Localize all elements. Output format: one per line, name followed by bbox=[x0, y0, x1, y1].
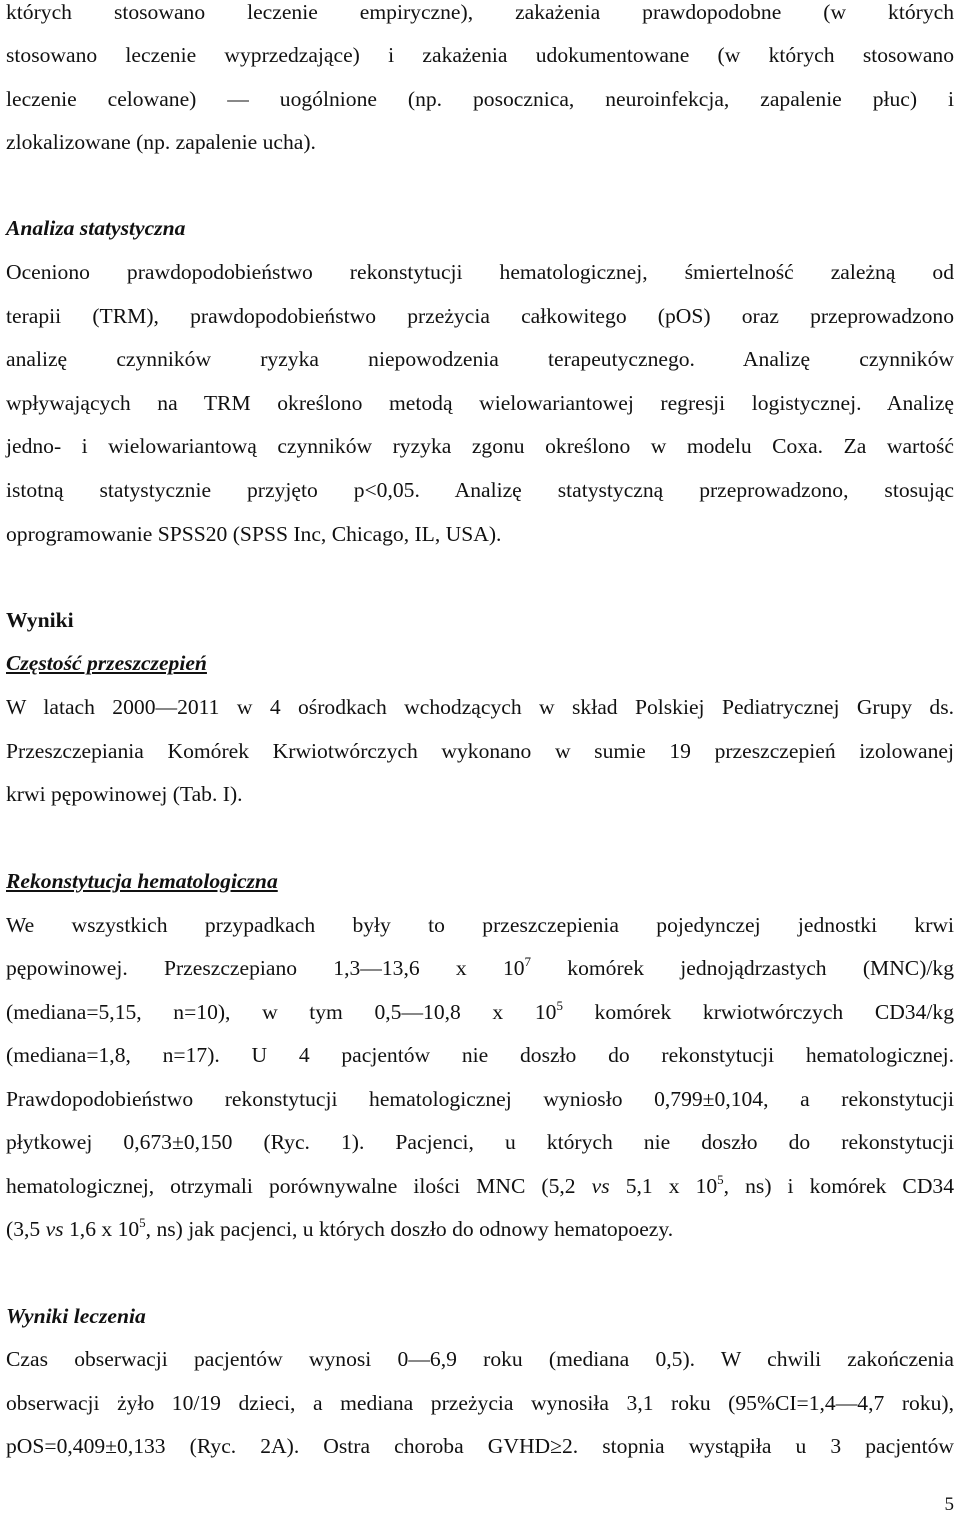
body-line: jedno- i wielowariantową czynników ryzyka zgonu określono w modelu Coxa. Za wartość bbox=[6, 434, 954, 458]
subsection-heading-czestosc: Częstość przeszczepień bbox=[6, 651, 207, 675]
body-line: Prawdopodobieństwo rekonstytucji hematologicznej wyniosło 0,799±0,104, a rekonstytucji bbox=[6, 1087, 954, 1111]
body-line: (mediana=5,15, n=10), w tym 0,5—10,8 x $10^5$ komórek krwiotwórczych CD34/kg bbox=[6, 998, 954, 1024]
page-number: 5 bbox=[944, 1494, 954, 1515]
body-line: których stosowano leczenie empiryczne), zakażenia prawdopodobne (w których bbox=[6, 0, 954, 24]
body-line: oprogramowanie SPSS20 (SPSS Inc, Chicago, IL, USA). bbox=[6, 522, 502, 546]
body-line: W latach 2000—2011 w 4 ośrodkach wchodzących w skład Polskiej Pediatrycznej Grupy ds. bbox=[6, 695, 954, 719]
subsection-heading-rekonstytucja: Rekonstytucja hematologiczna bbox=[6, 869, 278, 893]
body-line: analizę czynników ryzyka niepowodzenia terapeutycznego. Analizę czynników bbox=[6, 347, 954, 371]
body-line: terapii (TRM), prawdopodobieństwo przeżycia całkowitego (pOS) oraz przeprowadzono bbox=[6, 304, 954, 328]
body-line: (3,5 vs 1,6 x $10^5$, ns) jak pacjenci, u których doszło do odnowy hematopoezy. bbox=[6, 1215, 674, 1241]
body-line: istotną statystycznie przyjęto p<0,05. Analizę statystyczną przeprowadzono, stosując bbox=[6, 478, 954, 502]
subsection-heading-wyniki-leczenia: Wyniki leczenia bbox=[6, 1304, 146, 1328]
body-line: We wszystkich przypadkach były to przeszczepienia pojedynczej jednostki krwi bbox=[6, 913, 954, 937]
body-line: Przeszczepiania Komórek Krwiotwórczych wykonano w sumie 19 przeszczepień izolowanej bbox=[6, 739, 954, 763]
body-line: Czas obserwacji pacjentów wynosi 0—6,9 roku (mediana 0,5). W chwili zakończenia bbox=[6, 1347, 954, 1371]
body-line: pępowinowej. Przeszczepiano 1,3—13,6 x $10^7$ komórek jednojądrzastych (MNC)/kg bbox=[6, 954, 954, 980]
body-line: stosowano leczenie wyprzedzające) i zakażenia udokumentowane (w których stosowano bbox=[6, 43, 954, 67]
body-line: hematologicznej, otrzymali porównywalne ilości MNC (5,2 vs 5,1 x $10^5$, ns) i komórek CD34 bbox=[6, 1172, 955, 1198]
body-line: wpływających na TRM określono metodą wielowariantowej regresji logistycznej. Analizę bbox=[6, 391, 954, 415]
body-line: (mediana=1,8, n=17). U 4 pacjentów nie doszło do rekonstytucji hematologicznej. bbox=[6, 1043, 954, 1067]
body-line: leczenie celowane) — uogólnione (np. posocznica, neuroinfekcja, zapalenie płuc) i bbox=[6, 87, 954, 111]
body-line: zlokalizowane (np. zapalenie ucha). bbox=[6, 130, 316, 154]
section-heading-wyniki: Wyniki bbox=[6, 608, 74, 632]
body-line: krwi pępowinowej (Tab. I). bbox=[6, 782, 243, 806]
section-heading-analiza: Analiza statystyczna bbox=[6, 216, 186, 240]
body-line: pOS=0,409±0,133 (Ryc. 2A). Ostra choroba GVHD≥2. stopnia wystąpiła u 3 pacjentów bbox=[6, 1434, 954, 1458]
body-line: Oceniono prawdopodobieństwo rekonstytucji hematologicznej, śmiertelność zależną od bbox=[6, 260, 954, 284]
body-line: płytkowej 0,673±0,150 (Ryc. 1). Pacjenci, u których nie doszło do rekonstytucji bbox=[6, 1130, 954, 1154]
body-line: obserwacji żyło 10/19 dzieci, a mediana przeżycia wynosiła 3,1 roku (95%CI=1,4—4,7 roku), bbox=[6, 1391, 954, 1415]
